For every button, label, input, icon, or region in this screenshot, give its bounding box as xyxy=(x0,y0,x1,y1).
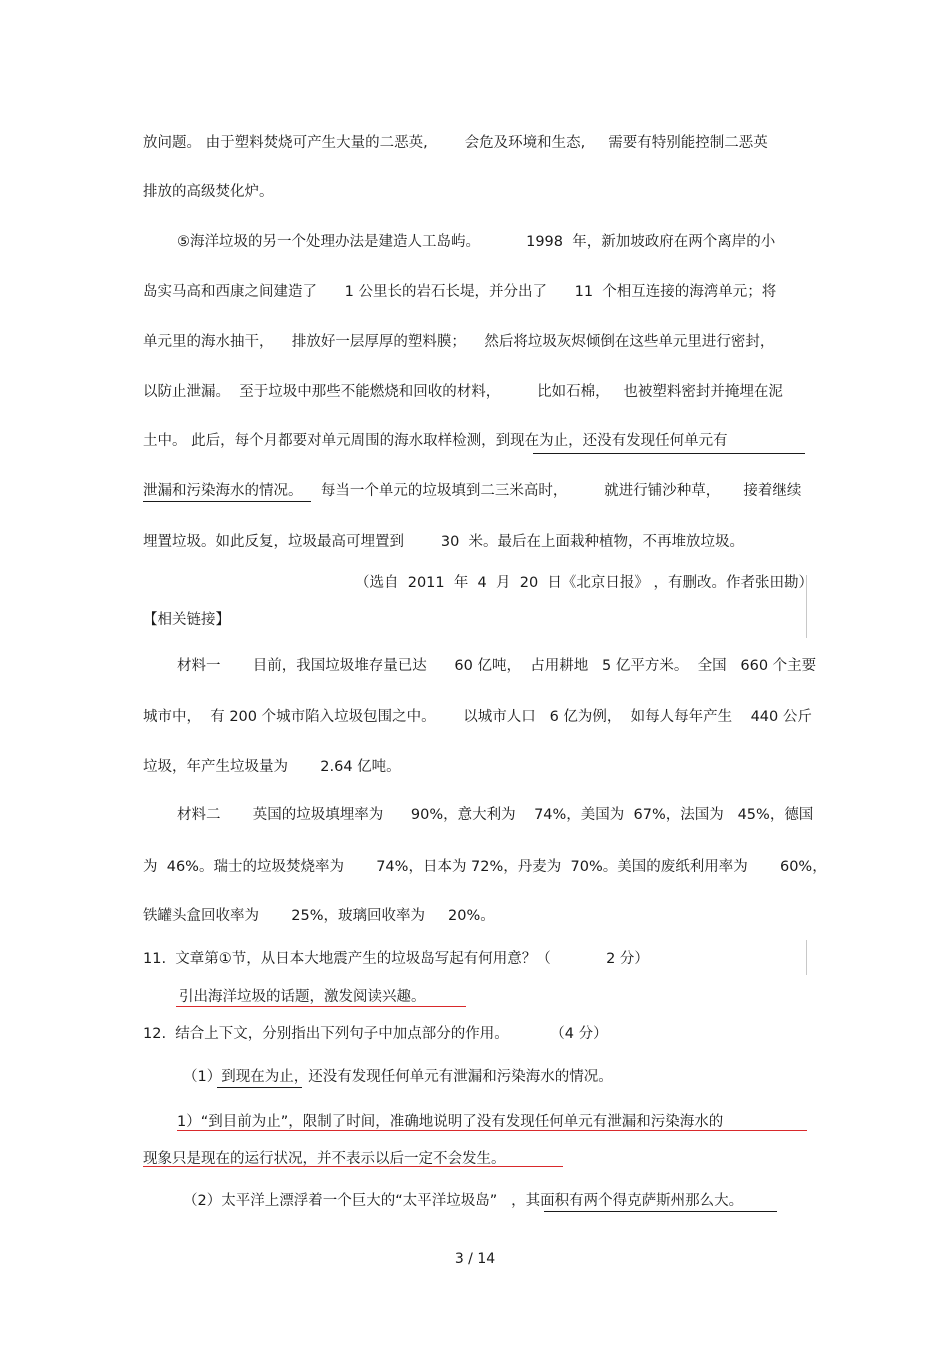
paragraph-line: 岛实马高和西康之间建造了 1 公里长的岩石长堤，并分出了 11 个相互连接的海湾单元；将 xyxy=(143,284,777,300)
paragraph-line: 埋置垃圾。如此反复，垃圾最高可埋置到 30 米。最后在上面栽种植物，不再堆放垃圾。 xyxy=(143,534,745,550)
material-line: 垃圾，年产生垃圾量为 2.64 亿吨。 xyxy=(143,759,401,775)
question-12-item-2: （2）太平洋上漂浮着一个巨大的“太平洋垃圾岛” ，其面积有两个得克萨斯州那么大。 xyxy=(183,1193,744,1209)
material-line: 材料一 目前，我国垃圾堆存量已达 60 亿吨， 占用耕地 5 亿平方米。 全国 660 个主要 xyxy=(177,658,817,674)
question-12: 12. 结合上下文，分别指出下列句子中加点部分的作用。 （4 分） xyxy=(143,1026,608,1042)
annotation-underline xyxy=(533,453,805,454)
annotation-underline xyxy=(544,1211,777,1212)
answer-underline xyxy=(143,1166,563,1167)
paragraph-line: 以防止泄漏。 至于垃圾中那些不能燃烧和回收的材料， 比如石棉， 也被塑料密封并掩埋在泥 xyxy=(143,384,783,400)
question-11: 11. 文章第①节，从日本大地震产生的垃圾岛写起有何用意？（ 2 分） xyxy=(143,951,649,967)
source-citation: （选自 2011 年 4 月 20 日《北京日报》 ，有删改。作者张田勘） xyxy=(355,575,813,591)
annotation-underline xyxy=(143,501,311,502)
paragraph-line: 放问题。 由于塑料焚烧可产生大量的二恶英, 会危及环境和生态, 需要有特别能控制二恶英 xyxy=(143,135,768,151)
annotation-underline xyxy=(217,1087,302,1088)
answer-11: 引出海洋垃圾的话题，激发阅读兴趣。 xyxy=(179,989,426,1005)
question-12-item-1: （1）到现在为止，还没有发现任何单元有泄漏和污染海水的情况。 xyxy=(183,1069,613,1085)
paragraph-line: 单元里的海水抽干， 排放好一层厚厚的塑料膜； 然后将垃圾灰烬倾倒在这些单元里进行密封， xyxy=(143,334,775,350)
answer-12-1: 1）“到目前为止”，限制了时间，准确地说明了没有发现任何单元有泄漏和污染海水的 xyxy=(177,1114,724,1130)
paragraph-line: 土中。 此后，每个月都要对单元周围的海水取样检测，到现在为止，还没有发现任何单元有 xyxy=(143,433,728,449)
margin-bar xyxy=(806,940,807,975)
material-line: 铁罐头盒回收率为 25%，玻璃回收率为 20%。 xyxy=(143,908,495,924)
answer-underline xyxy=(177,1130,807,1131)
page-number: 3 / 14 xyxy=(454,1251,496,1267)
paragraph-line: ⑤海洋垃圾的另一个处理办法是建造人工岛屿。 1998 年，新加坡政府在两个离岸的小 xyxy=(177,234,776,250)
material-line: 为 46%。瑞士的垃圾焚烧率为 74%，日本为 72%，丹麦为 70%。美国的废纸利用率为 60%， xyxy=(143,859,827,875)
answer-12-1: 现象只是现在的运行状况，并不表示以后一定不会发生。 xyxy=(143,1151,506,1167)
material-line: 材料二 英国的垃圾填埋率为 90%，意大利为 74%，美国为 67%，法国为 45%，德国 xyxy=(177,807,814,823)
paragraph-line: 排放的高级焚化炉。 xyxy=(143,184,274,200)
margin-bar xyxy=(806,575,807,638)
material-line: 城市中， 有 200 个城市陷入垃圾包围之中。 以城市人口 6 亿为例， 如每人每年产生 440 公斤 xyxy=(143,709,812,725)
paragraph-line: 泄漏和污染海水的情况。 每当一个单元的垃圾填到二三米高时， 就进行铺沙种草， 接着继续 xyxy=(143,483,802,499)
section-heading: 【相关链接】 xyxy=(143,612,230,628)
answer-underline xyxy=(176,1006,466,1007)
